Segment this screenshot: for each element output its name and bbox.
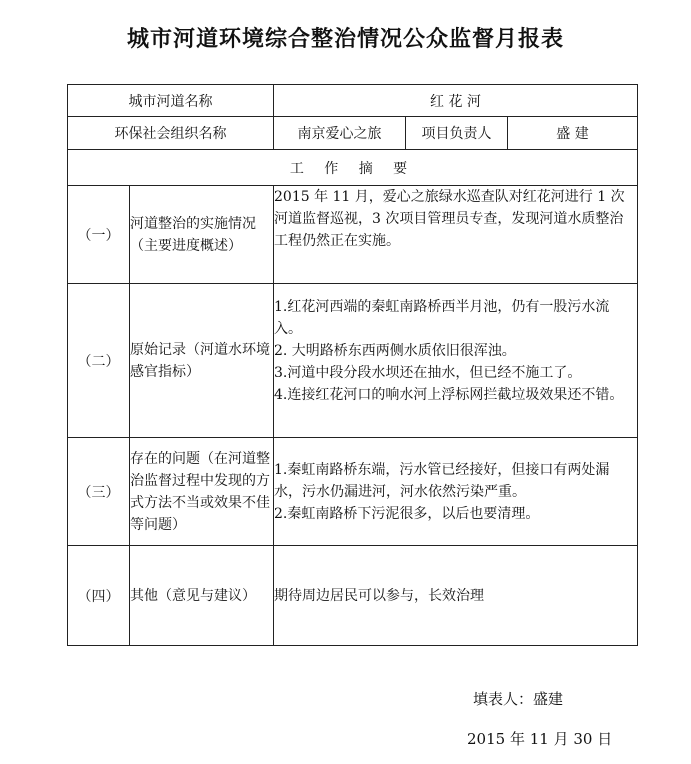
section-content bbox=[274, 186, 638, 284]
content-line: 4.连接红花河口的响水河上浮标网拦截垃圾效果还不错。 bbox=[274, 387, 624, 403]
form-filler: 填表人：盛建 bbox=[473, 690, 564, 708]
section-row bbox=[68, 284, 638, 438]
summary-header: 工 作 摘 要 bbox=[68, 150, 638, 186]
content-line: 1.秦虹南路桥东端，污水管已经接好，但接口有两处漏水，污水仍漏进河，河水依然污染严重。 bbox=[274, 461, 610, 500]
section-row bbox=[68, 186, 638, 284]
section-label: 其他（意见与建议） bbox=[130, 546, 274, 646]
form-date: 2015 年 11 月 30 日 bbox=[467, 730, 613, 748]
content-line: 3.河道中段分段水坝还在抽水，但已经不施工了。 bbox=[274, 365, 582, 381]
report-table bbox=[67, 84, 638, 646]
content-line: 2. 大明路桥东西两侧水质依旧很浑浊。 bbox=[274, 343, 516, 359]
river-name-label: 城市河道名称 bbox=[68, 85, 274, 117]
page-title: 城市河道环境综合整治情况公众监督月报表 bbox=[126, 27, 564, 52]
summary-header-row bbox=[68, 150, 638, 186]
river-name-row bbox=[68, 85, 638, 117]
section-label: 河道整治的实施情况（主要进度概述） bbox=[130, 186, 274, 284]
section-content bbox=[274, 546, 638, 646]
section-label: 原始记录（河道水环境感官指标） bbox=[130, 284, 274, 438]
section-number: （二） bbox=[68, 284, 130, 438]
leader-label: 项目负责人 bbox=[406, 117, 508, 150]
section-row bbox=[68, 438, 638, 546]
section-content bbox=[274, 284, 638, 438]
content-line: 2015 年 11 月，爱心之旅绿水巡查队对红花河进行 1 次河道监督巡视，3 次项目管理员专查，发现河道水质整治工程仍然正在实施。 bbox=[274, 189, 625, 249]
content-line: 2.秦虹南路桥下污泥很多，以后也要清理。 bbox=[274, 505, 540, 522]
section-number: （一） bbox=[68, 186, 130, 284]
section-row bbox=[68, 546, 638, 646]
section-number: （三） bbox=[68, 438, 130, 546]
river-name-value: 红 花 河 bbox=[274, 85, 638, 117]
section-label: 存在的问题（在河道整治监督过程中发现的方式方法不当或效果不佳等问题） bbox=[130, 438, 274, 546]
org-row bbox=[68, 117, 638, 150]
org-label: 环保社会组织名称 bbox=[68, 117, 274, 150]
section-number: （四） bbox=[68, 546, 130, 646]
content-line: 1.红花河西端的秦虹南路桥西半月池，仍有一股污水流入。 bbox=[274, 299, 610, 337]
section-content bbox=[274, 438, 638, 546]
org-value: 南京爱心之旅 bbox=[274, 117, 406, 150]
leader-value: 盛 建 bbox=[508, 117, 638, 150]
content-line: 期待周边居民可以参与，长效治理 bbox=[274, 587, 484, 604]
